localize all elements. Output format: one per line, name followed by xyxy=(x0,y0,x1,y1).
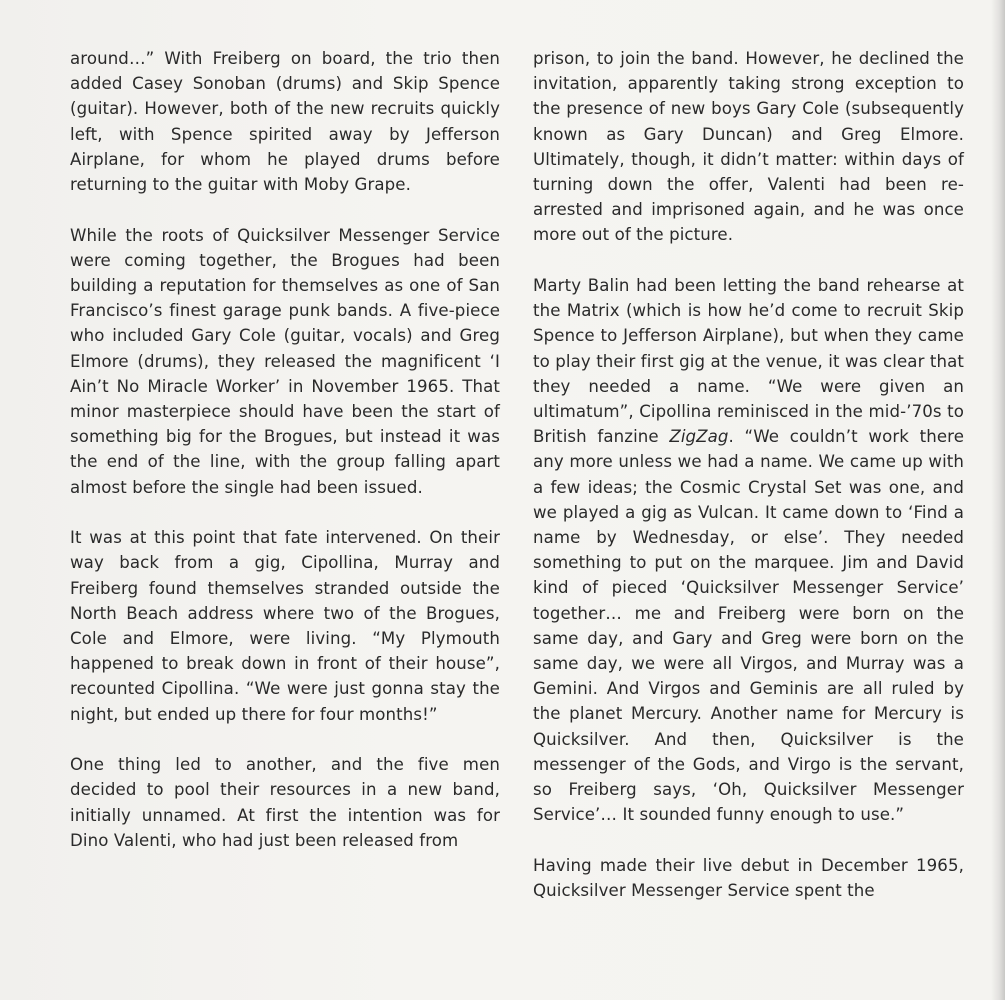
fanzine-title: ZigZag xyxy=(669,427,729,447)
paragraph xyxy=(533,273,964,827)
text-segment: One thing led to another, and the five men decided to pool their resources in a new band, initially unnamed. At first the intention was for Dino Valenti, who had just been released from xyxy=(70,755,500,850)
right-column xyxy=(533,46,964,903)
paragraph xyxy=(533,853,964,903)
paragraph xyxy=(70,46,500,197)
page-spine-shadow xyxy=(991,0,1005,1000)
paragraph xyxy=(70,223,500,500)
paragraph xyxy=(70,752,500,853)
text-segment: While the roots of Quicksilver Messenger Service were coming together, the Brogues had been building a reputation for themselves as one of San Francisco’s finest garage punk bands. A five-piece who included Gary Cole (guitar, vocals) and Greg Elmore (drums), they released the magnificent ‘I Ain’t No Miracle Worker’ in November 1965. That minor masterpiece should have been the start of something big for the Brogues, but instead it was the end of the line, with the group falling apart almost before the single had been issued. xyxy=(70,225,500,497)
text-segment: around…” With Freiberg on board, the trio then added Casey Sonoban (drums) and Skip Spence (guitar). However, both of the new recruits quickly left, with Spence spirited away by Jefferson Airplane, for whom he played drums before returning to the guitar with Moby Grape. xyxy=(70,49,500,195)
left-column xyxy=(70,46,500,853)
text-segment: Marty Balin had been letting the band rehearse at the Matrix (which is how he’d come to recruit Skip Spence to Jefferson Airplane), but when they came to play their first gig at the venue, it was clear that they needed a name. “We were given an ultimatum”, Cipollina reminisced in the mid-’70s to British fanzine xyxy=(533,276,964,447)
text-segment: It was at this point that fate intervened. On their way back from a gig, Cipollina, Murray and Freiberg found themselves stranded outside the North Beach address where two of the Brogues, Cole and Elmore, were living. “My Plymouth happened to break down in front of their house”, recounted Cipollina. “We were just gonna stay the night, but ended up there for four months!” xyxy=(70,528,500,724)
text-segment: prison, to join the band. However, he declined the invitation, apparently taking strong exception to the presence of new boys Gary Cole (subsequently known as Gary Duncan) and Greg Elmore. Ultimately, though, it didn’t matter: within days of turning down the offer, Valenti had been re-arrested and imprisoned again, and he was once more out of the picture. xyxy=(533,49,964,245)
text-segment: Having made their live debut in December 1965, Quicksilver Messenger Service spent the xyxy=(533,855,964,901)
text-segment: . “We couldn’t work there any more unless we had a name. We came up with a few ideas; the Cosmic Crystal Set was one, and we played a gig as Vulcan. It came down to ‘Find a name by Wednesday, or else’. They needed something to put on the marquee. Jim and David kind of pieced ‘Quicksilver Messenger Service’ together… me and Freiberg were born on the same day, and Gary and Greg were born on the same day, we were all Virgos, and Murray was a Gemini. And Virgos and Geminis are all ruled by the planet Mercury. Another name for Mercury is Quicksilver. And then, Quicksilver is the messenger of the Gods, and Virgo is the servant, so Freiberg says, ‘Oh, Quicksilver Messenger Service’… It sounded funny enough to use.” xyxy=(533,427,965,825)
paragraph xyxy=(533,46,964,248)
paragraph xyxy=(70,525,500,727)
